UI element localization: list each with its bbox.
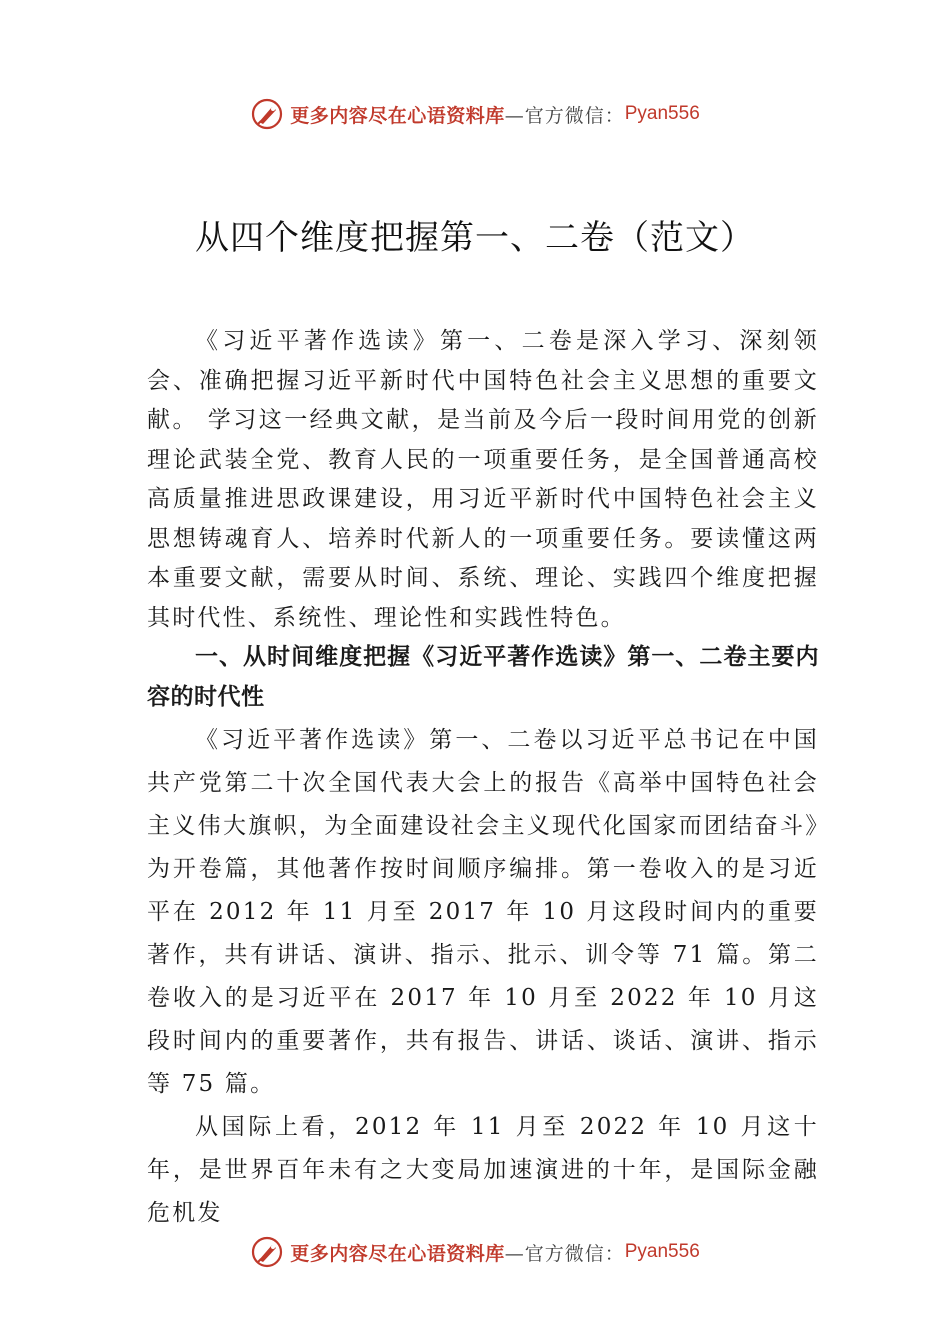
fountain-pen-logo-icon [250, 1235, 284, 1269]
fountain-pen-logo-icon [250, 97, 284, 131]
banner-wechat-id: Pyan556 [624, 103, 700, 124]
section-1-heading: 一、从时间维度把握《习近平著作选读》第一、二卷主要内容的时代性 [147, 644, 819, 710]
banner-separator-text: —官方微信： [504, 104, 625, 127]
document-body [147, 322, 819, 1235]
document-title: 从四个维度把握第一、二卷（范文） [195, 218, 755, 258]
banner-separator-text: —官方微信： [504, 1242, 625, 1265]
section-1-paragraph-1: 《习近平著作选读》第一、二卷以习近平总书记在中国共产党第二十次全国代表大会上的报告《高举中国特色社会主义伟大旗帜，为全面建设社会主义现代化国家而团结奋斗》为开卷篇，其他著作按时间顺序编排。第一卷收入的是习近平在 2012 年 11 月至 2017 年 10 月这段时间内的重要著作，共有讲话、演讲、指示、批示、训令等 71 篇。第二卷收入的是习近平在 2017 年 10 月至 2022 年 10 月这段时间内的重要著作，共有报告、讲话、谈话、演讲、指示等 75 篇。 [147, 727, 819, 1097]
intro-paragraph: 《习近平著作选读》第一、二卷是深入学习、深刻领会、准确把握习近平新时代中国特色社会主义思想的重要文献。 学习这一经典文献，是当前及今后一段时间用党的创新理论武装全党、教育人民的一项重要任务，是全国普通高校高质量推进思政课建设，用习近平新时代中国特色社会主义思想铸魂育人、培养时代新人的一项重要任务。要读懂这两本重要文献，需要从时间、系统、理论、实践四个维度把握其时代性、系统性、理论性和实践性特色。 [147, 328, 819, 631]
header-watermark-banner [0, 94, 950, 134]
banner-main-text: 更多内容尽在心语资料库 [290, 1242, 505, 1265]
section-1-paragraph-2: 从国际上看，2012 年 11 月至 2022 年 10 月这十年，是世界百年未有之大变局加速演进的十年，是国际金融危机发 [147, 1114, 819, 1226]
banner-wechat-id: Pyan556 [624, 1241, 700, 1262]
banner-main-text: 更多内容尽在心语资料库 [290, 104, 505, 127]
footer-watermark-banner [0, 1232, 950, 1272]
